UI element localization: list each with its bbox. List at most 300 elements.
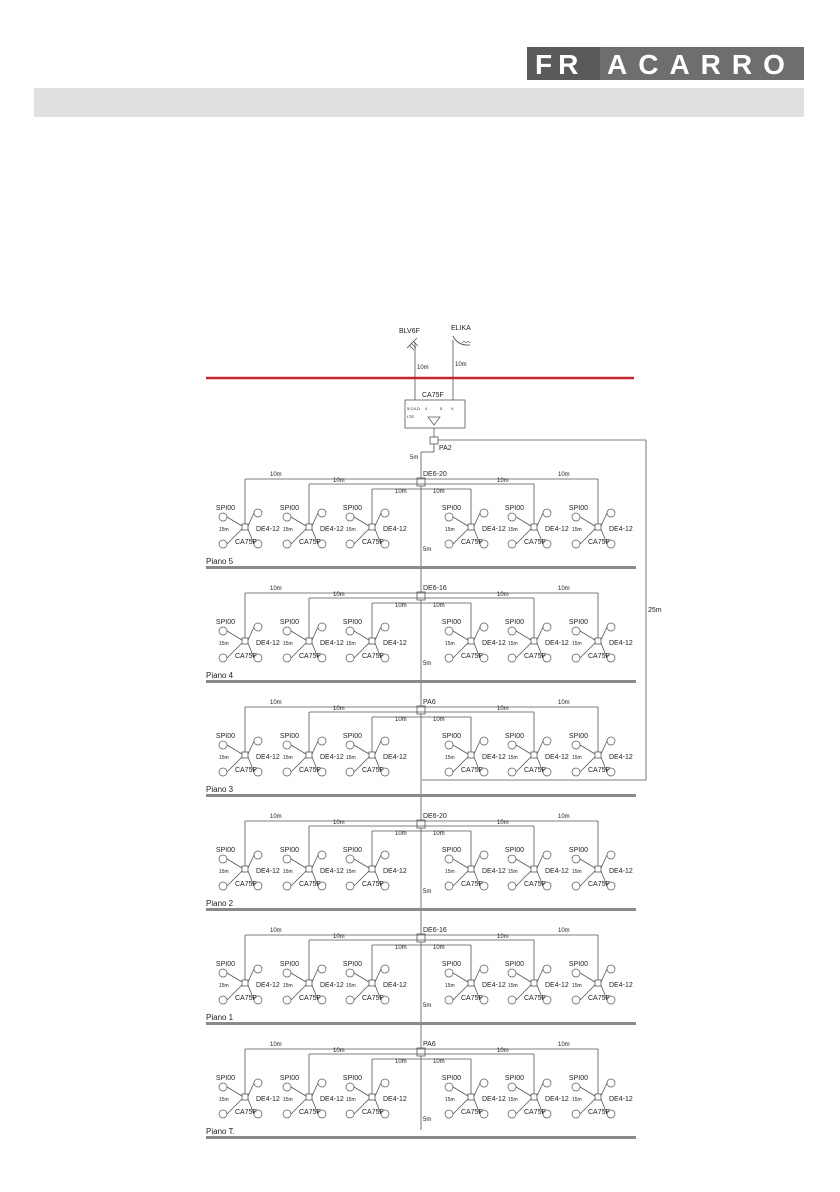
tv-outlet-icon [445, 1110, 453, 1118]
floor-top-cable-length: 10m [558, 814, 570, 820]
tv-outlet-icon [480, 623, 488, 631]
outlet-cable [601, 855, 607, 868]
outlet-label: SPI00 [441, 847, 461, 854]
outlet-cable [312, 741, 318, 754]
floor-name: Piano 5 [206, 557, 234, 566]
tv-outlet-icon [572, 882, 580, 890]
amplifier-label: CA75F [588, 1109, 610, 1116]
floor-center-cable-length: 10m [433, 945, 445, 951]
amplifier-label: CA75F [524, 767, 546, 774]
outlet-cable-length: 15m [283, 527, 293, 533]
floor-inner-cable-length: 10m [333, 1048, 345, 1054]
floor-top-cable-length: 10m [270, 700, 282, 706]
tap-box [306, 1094, 312, 1100]
amplifier-label: CA75F [524, 1109, 546, 1116]
amplifier-label: CA75F [461, 653, 483, 660]
outlet-cable [453, 1087, 468, 1096]
amplifier-label: CA75F [235, 767, 257, 774]
outlet-cable [248, 1083, 254, 1096]
floor-center-cable-length: 10m [433, 489, 445, 495]
outlet-cable [291, 745, 306, 754]
tap-label: DE4-12 [320, 982, 344, 989]
floor-splitter-label: DE6-16 [423, 927, 447, 934]
tap-box [468, 524, 474, 530]
outlet-label: SPI00 [568, 1075, 588, 1082]
tv-outlet-icon [445, 768, 453, 776]
tv-outlet-icon [572, 654, 580, 662]
tv-outlet-icon [219, 741, 227, 749]
tv-outlet-icon [254, 737, 262, 745]
tv-outlet-icon [543, 509, 551, 517]
tv-outlet-icon [346, 1110, 354, 1118]
tv-outlet-icon [508, 969, 516, 977]
outlet-cable [312, 855, 318, 868]
outlet-cable [291, 631, 306, 640]
amplifier-label: CA75F [588, 881, 610, 888]
tap-box [242, 1094, 248, 1100]
tap-box [595, 752, 601, 758]
outlet-cable [375, 1083, 381, 1096]
amplifier-label: CA75F [299, 995, 321, 1002]
tap-box [242, 752, 248, 758]
amplifier-label: CA75F [524, 539, 546, 546]
outlet-cable-length: 15m [445, 641, 455, 647]
outlet-cable-length: 15m [508, 1097, 518, 1103]
amplifier-label: CA75F [299, 1109, 321, 1116]
outlet-label: SPI00 [568, 847, 588, 854]
tv-outlet-icon [346, 882, 354, 890]
tap-box [369, 866, 375, 872]
tap-label: DE4-12 [545, 868, 569, 875]
tap-box [595, 980, 601, 986]
tv-outlet-icon [572, 540, 580, 548]
tap-label: DE4-12 [482, 640, 506, 647]
tv-outlet-icon [508, 627, 516, 635]
outlet-cable-length: 15m [219, 1097, 229, 1103]
outlet-cable [580, 517, 595, 526]
amplifier-label: CA75F [362, 767, 384, 774]
outlet-label: SPI00 [441, 961, 461, 968]
tv-outlet-icon [445, 627, 453, 635]
outlet-cable [312, 627, 318, 640]
tv-outlet-icon [283, 1083, 291, 1091]
outlet-cable-length: 15m [572, 983, 582, 989]
outlet-cable [227, 631, 242, 640]
tv-outlet-icon [381, 509, 389, 517]
tv-outlet-icon [445, 540, 453, 548]
floor-slab [206, 794, 636, 797]
logo-text-right: ACARRO [607, 49, 796, 80]
tv-outlet-icon [480, 1079, 488, 1087]
tv-outlet-icon [572, 768, 580, 776]
floor-name: Piano 3 [206, 785, 234, 794]
tap-label: DE4-12 [256, 526, 280, 533]
outlet-cable-length: 15m [445, 983, 455, 989]
outlet-cable [474, 513, 480, 526]
tv-outlet-icon [346, 1083, 354, 1091]
tv-outlet-icon [445, 882, 453, 890]
floor-center-cable-length: 10m [395, 945, 407, 951]
outlet-cable-length: 15m [219, 755, 229, 761]
tv-outlet-icon [283, 627, 291, 635]
tv-outlet-icon [381, 737, 389, 745]
floor-top-cable-length: 10m [270, 586, 282, 592]
outlet-label: SPI00 [504, 733, 524, 740]
outlet-label: SPI00 [568, 619, 588, 626]
headend-sublabel: LTE [407, 414, 415, 419]
amplifier-label: CA75F [588, 995, 610, 1002]
outlet-label: SPI00 [342, 961, 362, 968]
outlet-cable [474, 627, 480, 640]
outlet-cable [248, 855, 254, 868]
floor-center-cable-length: 10m [433, 831, 445, 837]
outlet-cable [227, 859, 242, 868]
outlet-cable-length: 15m [283, 869, 293, 875]
tv-outlet-icon [508, 1083, 516, 1091]
amplifier-label: CA75F [461, 881, 483, 888]
tv-outlet-icon [445, 1083, 453, 1091]
floor-center-cable-length: 10m [433, 717, 445, 723]
tv-outlet-icon [381, 965, 389, 973]
tap-box [468, 980, 474, 986]
floor-name: Piano 4 [206, 671, 234, 680]
tv-outlet-icon [318, 965, 326, 973]
riser-cable-length: 5m [423, 661, 432, 667]
floor-inner-cable-length: 10m [333, 934, 345, 940]
tv-outlet-icon [445, 741, 453, 749]
tv-outlet-icon [219, 1083, 227, 1091]
outlet-cable-length: 15m [346, 755, 356, 761]
tap-box [306, 980, 312, 986]
tv-outlet-icon [543, 623, 551, 631]
outlet-cable-length: 15m [346, 869, 356, 875]
terrestrial-antenna-icon [407, 338, 418, 350]
floor-top-cable-length: 10m [558, 928, 570, 934]
floor-splitter-label: DE6-20 [423, 813, 447, 820]
tv-outlet-icon [607, 623, 615, 631]
outlet-cable [227, 1087, 242, 1096]
tap-box [468, 866, 474, 872]
tap-label: DE4-12 [320, 754, 344, 761]
amplifier-label: CA75F [235, 539, 257, 546]
outlet-cable [474, 1083, 480, 1096]
tap-label: DE4-12 [609, 640, 633, 647]
floor-slab [206, 680, 636, 683]
outlet-label: SPI00 [342, 1075, 362, 1082]
outlet-cable-length: 15m [508, 641, 518, 647]
floor-inner-cable-length: 10m [497, 1048, 509, 1054]
outlet-cable [354, 745, 369, 754]
outlet-label: SPI00 [504, 619, 524, 626]
amplifier-label: CA75F [235, 881, 257, 888]
antenna-cable-length-blv6f: 10m [417, 365, 429, 371]
outlet-cable-length: 15m [219, 869, 229, 875]
tv-outlet-icon [219, 540, 227, 548]
tv-outlet-icon [508, 513, 516, 521]
tap-label: DE4-12 [256, 982, 280, 989]
outlet-label: SPI00 [441, 1075, 461, 1082]
tv-outlet-icon [318, 509, 326, 517]
tap-box [369, 1094, 375, 1100]
tv-outlet-icon [254, 851, 262, 859]
outlet-cable [291, 973, 306, 982]
tv-outlet-icon [346, 855, 354, 863]
headend-label: CA75F [422, 392, 444, 399]
outlet-cable [516, 517, 531, 526]
tap-box [369, 524, 375, 530]
floor-top-cable-length: 10m [558, 1042, 570, 1048]
outlet-cable [375, 513, 381, 526]
outlet-label: SPI00 [504, 961, 524, 968]
riser-cable-length: 5m [423, 1003, 432, 1009]
tv-outlet-icon [283, 969, 291, 977]
outlet-cable [227, 973, 242, 982]
outlet-label: SPI00 [568, 505, 588, 512]
outlet-cable [227, 517, 242, 526]
outlet-cable-length: 15m [572, 641, 582, 647]
outlet-label: SPI00 [568, 961, 588, 968]
amplifier-label: CA75F [299, 881, 321, 888]
amplifier-label: CA75F [461, 767, 483, 774]
floor-center-cable-length: 10m [395, 489, 407, 495]
tap-label: DE4-12 [609, 868, 633, 875]
tv-outlet-icon [445, 513, 453, 521]
tap-box [531, 752, 537, 758]
tv-outlet-icon [543, 737, 551, 745]
floor-slab [206, 1022, 636, 1025]
outlet-cable [248, 969, 254, 982]
floor-top-cable-length: 10m [558, 472, 570, 478]
tap-box [531, 980, 537, 986]
tv-outlet-icon [508, 741, 516, 749]
tv-outlet-icon [219, 768, 227, 776]
outlet-cable [516, 859, 531, 868]
tap-label: DE4-12 [383, 526, 407, 533]
floor-splitter-label: DE6-20 [423, 471, 447, 478]
tv-outlet-icon [254, 509, 262, 517]
tv-outlet-icon [508, 996, 516, 1004]
amplifier-label: CA75F [362, 995, 384, 1002]
floor-name: Piano 1 [206, 1013, 234, 1022]
tv-outlet-icon [283, 540, 291, 548]
tv-outlet-icon [346, 768, 354, 776]
antenna-label-blv6f: BLV6F [399, 328, 420, 335]
floor-splitter-label: PA6 [423, 699, 436, 706]
floor-center-cable-length: 10m [395, 1059, 407, 1065]
outlet-label: SPI00 [504, 847, 524, 854]
amplifier-label: CA75F [235, 995, 257, 1002]
tv-outlet-icon [572, 855, 580, 863]
tv-outlet-icon [283, 768, 291, 776]
tap-label: DE4-12 [609, 526, 633, 533]
outlet-label: SPI00 [279, 733, 299, 740]
headend-port-4: V [451, 406, 454, 411]
tap-box [595, 638, 601, 644]
amplifier-label: CA75F [461, 539, 483, 546]
tv-outlet-icon [607, 737, 615, 745]
amplifier-label: CA75F [588, 767, 610, 774]
tv-outlet-icon [607, 509, 615, 517]
outlet-cable-length: 15m [283, 1097, 293, 1103]
outlet-label: SPI00 [279, 1075, 299, 1082]
outlet-cable-length: 15m [445, 527, 455, 533]
floor-inner-cable-length: 10m [333, 478, 345, 484]
outlet-cable [291, 517, 306, 526]
tap-box [531, 866, 537, 872]
tv-outlet-icon [219, 855, 227, 863]
tap-box [531, 1094, 537, 1100]
floor-top-cable-length: 10m [270, 472, 282, 478]
outlet-cable [580, 973, 595, 982]
floor-center-cable-length: 10m [395, 831, 407, 837]
amplifier-label: CA75F [362, 1109, 384, 1116]
outlet-label: SPI00 [342, 733, 362, 740]
tv-outlet-icon [346, 540, 354, 548]
outlet-cable-length: 15m [219, 527, 229, 533]
tv-outlet-icon [572, 1083, 580, 1091]
outlet-cable [453, 859, 468, 868]
outlet-cable-length: 15m [572, 527, 582, 533]
tv-outlet-icon [508, 540, 516, 548]
outlet-cable-length: 15m [572, 755, 582, 761]
tv-outlet-icon [219, 513, 227, 521]
tv-outlet-icon [219, 1110, 227, 1118]
tv-outlet-icon [283, 855, 291, 863]
outlet-cable [474, 969, 480, 982]
tv-outlet-icon [445, 969, 453, 977]
tv-outlet-icon [283, 882, 291, 890]
outlet-cable [375, 855, 381, 868]
outlet-cable [601, 627, 607, 640]
outlet-cable [516, 973, 531, 982]
tap-label: DE4-12 [256, 1096, 280, 1103]
tv-outlet-icon [346, 513, 354, 521]
outlet-cable [537, 855, 543, 868]
floor-inner-cable-length: 10m [497, 706, 509, 712]
outlet-cable-length: 15m [283, 641, 293, 647]
tv-outlet-icon [543, 965, 551, 973]
tap-label: DE4-12 [545, 640, 569, 647]
outlet-cable [580, 859, 595, 868]
tv-outlet-icon [445, 855, 453, 863]
floor-inner-cable-length: 10m [333, 592, 345, 598]
tap-label: DE4-12 [383, 1096, 407, 1103]
tap-box [595, 1094, 601, 1100]
outlet-cable-length: 15m [572, 869, 582, 875]
outlet-cable [354, 517, 369, 526]
riser-cable-length: 5m [423, 547, 432, 553]
amplifier-label: CA75F [461, 1109, 483, 1116]
outlet-cable [601, 741, 607, 754]
outlet-cable [474, 855, 480, 868]
tv-outlet-icon [508, 654, 516, 662]
outlet-cable [537, 513, 543, 526]
tap-label: DE4-12 [383, 640, 407, 647]
floor-inner-cable-length: 10m [497, 592, 509, 598]
tv-outlet-icon [254, 965, 262, 973]
tv-outlet-icon [572, 1110, 580, 1118]
outlet-cable [354, 859, 369, 868]
outlet-cable-length: 15m [445, 755, 455, 761]
floor-inner-cable-length: 10m [497, 820, 509, 826]
outlet-cable-length: 15m [283, 755, 293, 761]
tap-label: DE4-12 [383, 868, 407, 875]
floor-top-cable-length: 10m [270, 814, 282, 820]
amplifier-label: CA75F [299, 539, 321, 546]
outlet-cable [354, 973, 369, 982]
tap-box [369, 638, 375, 644]
outlet-cable-length: 15m [346, 641, 356, 647]
amplifier-label: CA75F [362, 653, 384, 660]
tv-outlet-icon [480, 851, 488, 859]
antenna-cable-length-elika: 10m [455, 362, 467, 368]
outlet-cable-length: 15m [445, 1097, 455, 1103]
tv-outlet-icon [572, 627, 580, 635]
outlet-cable [312, 1083, 318, 1096]
tap-label: DE4-12 [383, 754, 407, 761]
tv-outlet-icon [572, 996, 580, 1004]
outlet-cable [453, 631, 468, 640]
outlet-cable [291, 1087, 306, 1096]
outlet-label: SPI00 [441, 733, 461, 740]
floor-top-cable-length: 10m [270, 928, 282, 934]
tv-outlet-icon [508, 882, 516, 890]
tap-box [242, 866, 248, 872]
outlet-label: SPI00 [504, 1075, 524, 1082]
tv-outlet-icon [219, 969, 227, 977]
floor-inner-cable-length: 10m [497, 478, 509, 484]
outlet-cable [453, 973, 468, 982]
floor-center-cable-length: 10m [395, 603, 407, 609]
outlet-cable [248, 513, 254, 526]
floor-center-cable-length: 10m [395, 717, 407, 723]
outlet-cable [580, 1087, 595, 1096]
outlet-cable-length: 15m [508, 527, 518, 533]
outlet-cable [453, 517, 468, 526]
floor-slab [206, 1136, 636, 1139]
floor-top-cable-length: 10m [270, 1042, 282, 1048]
tap-label: DE4-12 [609, 754, 633, 761]
outlet-cable-length: 15m [219, 641, 229, 647]
headend-port-3: 5 [440, 406, 443, 411]
outlet-cable [375, 627, 381, 640]
outlet-label: SPI00 [441, 505, 461, 512]
tap-label: DE4-12 [320, 526, 344, 533]
tv-outlet-icon [480, 737, 488, 745]
tap-box [369, 980, 375, 986]
outlet-cable [227, 745, 242, 754]
tv-outlet-icon [346, 969, 354, 977]
outlet-cable [474, 741, 480, 754]
outlet-cable [375, 969, 381, 982]
tv-outlet-icon [318, 623, 326, 631]
tv-outlet-icon [254, 623, 262, 631]
amplifier-label: CA75F [299, 767, 321, 774]
main-riser-drop-label: 5m [410, 455, 419, 461]
tap-label: DE4-12 [545, 982, 569, 989]
outlet-label: SPI00 [215, 1075, 235, 1082]
tv-outlet-icon [283, 741, 291, 749]
outlet-label: SPI00 [279, 847, 299, 854]
outlet-cable [580, 745, 595, 754]
tap-box [306, 638, 312, 644]
satellite-dish-icon [453, 336, 470, 345]
tv-outlet-icon [346, 741, 354, 749]
outlet-label: SPI00 [342, 505, 362, 512]
tap-box [306, 866, 312, 872]
floor-inner-cable-length: 10m [497, 934, 509, 940]
tv-outlet-icon [572, 741, 580, 749]
